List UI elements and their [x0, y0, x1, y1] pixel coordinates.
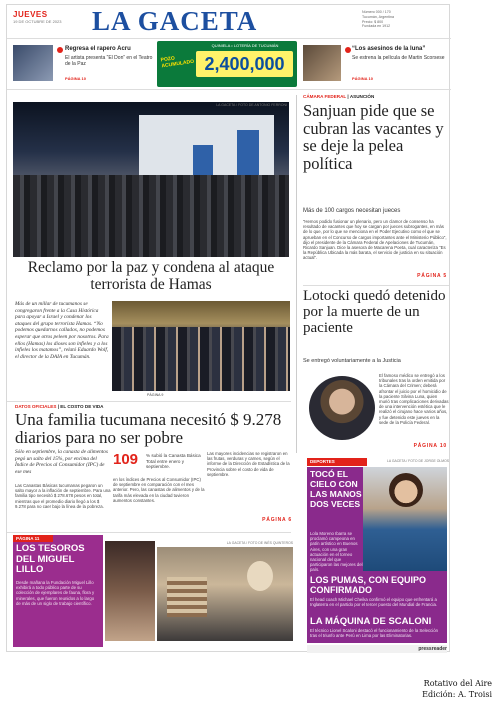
tesoros-display-case: [167, 577, 207, 617]
tesoros-photo-1[interactable]: [105, 541, 155, 641]
credits-editor: Edición: A. Troisi: [422, 690, 492, 699]
sports-body-2: El head coach Michael Cheika confirmó el equipo que enfrentará a Inglaterra en el partido por el tercer puesto del Mundial de Francia.: [310, 597, 438, 608]
broadcast-credits: [372, 678, 492, 700]
newspaper-logo: LA GACETA: [92, 6, 258, 36]
column-divider: [296, 95, 297, 453]
masthead-info: Número 000 / 170 Tucumán, Argentina Precio: $ 800 Fundada en 1912: [362, 10, 395, 29]
promo-right-photo[interactable]: [303, 45, 341, 81]
hero-inset-people: [112, 327, 290, 391]
tesoros-tag: PÁGINA 11: [13, 535, 53, 542]
sanjuan-dek: Más de 100 cargos necesitan jueces: [303, 208, 401, 214]
credits-program: Rotativo del Aire: [423, 679, 492, 688]
hero-headline[interactable]: Reclamo por la paz y condena al ataque terrorista de Hamas: [27, 259, 275, 293]
sports-tag: DEPORTES: [307, 458, 367, 466]
promo-right-title[interactable]: “Los asesinos de la luna”: [352, 46, 426, 52]
tesoros-credit: LA GACETA / FOTO DE INÉS QUINTEROS: [226, 541, 293, 545]
promo-rule: [7, 89, 451, 90]
tesoros-headline[interactable]: LOS TESOROS DEL MIGUEL LILLO: [16, 543, 85, 575]
lotocki-body: El famoso médico se entregó a los tribunales tras la orden emitida por la Cámara del Crimen; deberá afrontar el juicio por el homicidio de la paciente Silvina Luna, quien murió tras complicaciones derivadas de una intervención estética que le realizó el cirujano hace varios años, y fue detenido este jueves en la sede de la Policía Federal.: [379, 373, 449, 425]
familia-italic-summary: Sólo en septiembre, la canasta de alimentos pegó un salto del 15%, por encima del Índice de Precios al Consumidor (IPC) de ese mes: [15, 449, 108, 475]
sanjuan-tag: CÁMARA FEDERAL | ASUNCIÓN: [303, 94, 375, 99]
hero-inset-page: PÁGINA 9: [147, 393, 164, 397]
masthead-date: 19 DE OCTUBRE DE 2023: [13, 19, 62, 24]
familia-body-2: en los índices de Precios al Consumidor (IPC) de septiembre en comparación con el mes anterior. Pero, las canastas de alimentos y de la tarifa más elevada en la ciudad tuvieron aumentos constantes.: [113, 477, 205, 503]
pressreader-logo: pressreader: [418, 646, 447, 652]
lotocki-headline[interactable]: Lotocki quedó detenido por la muerte de un paciente: [303, 288, 446, 336]
promo-right-subtitle: Se estrena la película de Martin Scorsese: [352, 55, 445, 61]
lotocki-portrait[interactable]: [309, 376, 375, 440]
lotocki-page: PÁGINA 10: [413, 443, 447, 449]
masthead-rule: [7, 38, 451, 39]
sports-body-1: Lola Moreno Ibarra se proclamó campeona en patín artístico en Buenos Aires, con una gran actuación en el torneo nacional del que participaron las mejores del país.: [310, 531, 363, 573]
sanjuan-headline[interactable]: Sanjuan pide que se cubran las vacantes y se deje la pelea política: [303, 101, 444, 173]
promo-right-page: PÁGINA 10: [352, 76, 373, 81]
newspaper-front-page: [6, 4, 450, 652]
promo-left-photo[interactable]: [13, 45, 53, 81]
sports-athlete-head: [389, 473, 423, 507]
masthead-day: JUEVES: [13, 10, 48, 19]
hero-photo-credit: LA GACETA / FOTO DE ANTONIO FERRONI: [216, 103, 287, 107]
lottery-label: POZO ACUMULADO: [160, 55, 195, 70]
promo-left-subtitle: El artista presenta “El Don” en el Teatro de la Paz: [65, 55, 153, 67]
familia-body-1: Las Canastas Básicas tucumanas pegaron un salto mayor a la inflación de septiembre. Para una familia tipo necesitó $ 278.678 pesos en total, mientras que el promedio diario llegó a los $ 9.278 para no caer bajo la línea de la pobreza.: [15, 483, 111, 509]
section-rule: [303, 285, 449, 286]
familia-tag: DATOS OFICIALES | EL COSTO DE VIDA: [15, 404, 104, 409]
bullet-icon: [57, 47, 63, 53]
familia-number-label: % subió la Canasta Básica Total entre enero y septiembre.: [146, 453, 201, 469]
sports-credit: LA GACETA / FOTO DE JORGE OLMOS: [386, 459, 449, 463]
sports-head-2[interactable]: LOS PUMAS, CON EQUIPO CONFIRMADO: [310, 575, 427, 595]
tesoros-figure: [247, 561, 273, 591]
section-rule: [7, 401, 291, 402]
lottery-amount: 2,400,000: [196, 51, 293, 77]
sports-head-3[interactable]: LA MÁQUINA DE SCALONI: [310, 616, 432, 627]
familia-big-number: 109: [113, 451, 139, 468]
promo-left-page: PÁGINA 10: [65, 76, 86, 81]
tesoros-body: Desde mañana la Fundación Miguel Lillo exhibirá a todo público parte de su colección de ejemplares de fauna, flora y minerales, que fueron reunidos a lo largo de más de un siglo de trabajo científico.: [16, 580, 95, 606]
hero-crowd: [13, 175, 289, 257]
lottery-caption: QUINIELA • LOTERÍA DE TUCUMÁN: [211, 43, 279, 48]
familia-body-3: Las mayores incidencias se registraron en las frutas, verduras y carnes, según el informe de la Dirección de Estadística de la Provincia sobre el costo de vida de septiembre.: [207, 451, 290, 477]
lotocki-dek: Se entregó voluntariamente a la Justicia: [303, 358, 401, 364]
section-rule: [7, 532, 291, 533]
sports-head-1[interactable]: TOCÓ EL CIELO CON LAS MANOS DOS VECES: [310, 469, 362, 509]
familia-headline[interactable]: Una familia tucumana necesitó $ 9.278 diarios para no ser pobre: [15, 410, 282, 447]
sanjuan-body: “Hemos podido fusionar un plenario, pero un clamor de consenso ha resultado de vacantes que hoy se cargan por jueces subrogantes, en más de lo que, por lo que se menciona en el Poder Ejecutivo como el que se aprueban en el Concurso de cargos importantes ante el Ministerio Público”, dijo el presidente de la Cámara Federal de Apelaciones de Tucumán, Ricardo Sanjuan. Dice la asesora de Macarena Poeta, cual caracteriza “Es la República Ubicada la más barata, el servicio de justicia en su situación actual”.: [303, 219, 447, 261]
sports-body-3: El técnico Lionel Scaloni destacó el funcionamiento de la Selección tras el triunfo ante Perú en Lima por las Eliminatorias.: [310, 628, 439, 639]
bullet-icon: [345, 47, 351, 53]
hero-summary: Más de un millar de tucumanos se congregaron frente a la Casa Histórica para apoyar a Israel y condenar los ataques del grupo terrorista Hamas. “No podemos quedarnos callados, no podemos esperar que otros peleen por nosotros. Para ellos (Hamas) los dioses son infieles y a los infieles los matamos”, relató Eduardo Wolf, el director de la DAIA en Tucumán.: [15, 301, 109, 360]
sanjuan-page: PÁGINA 5: [417, 273, 447, 279]
promo-left-title[interactable]: Regresa el rapero Acru: [65, 46, 131, 52]
familia-page: PÁGINA 6: [262, 517, 292, 523]
